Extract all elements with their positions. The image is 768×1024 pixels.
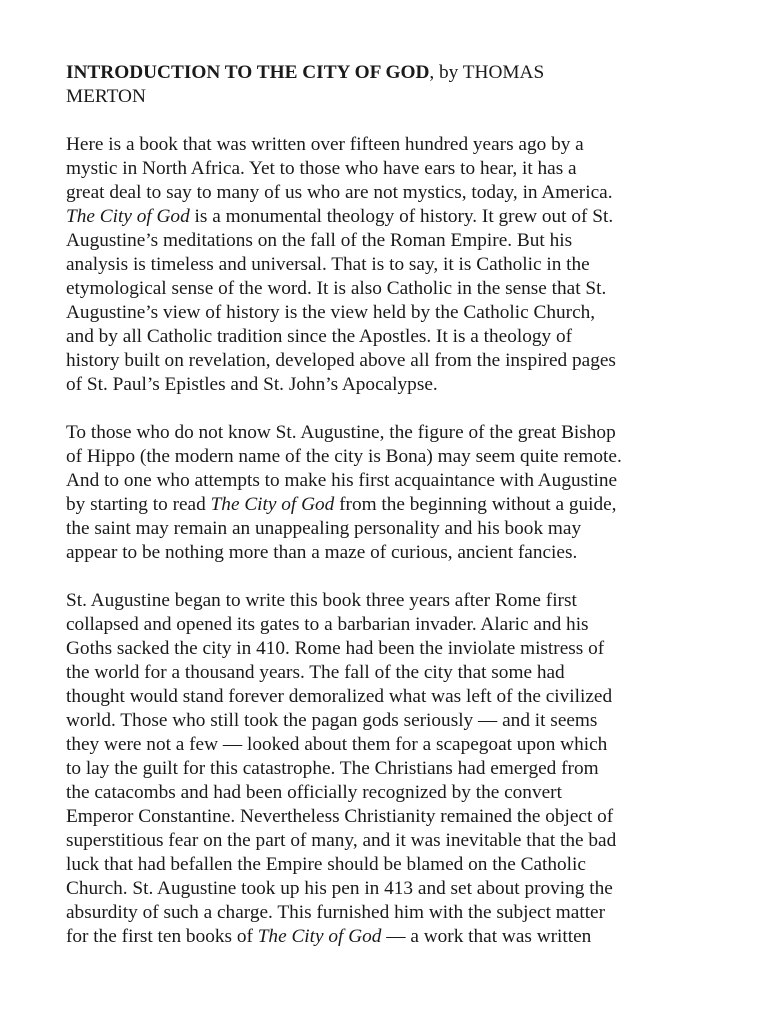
text-line: [66, 349, 746, 373]
text-run: Augustine’s view of history is the view held by the Catholic Church,: [66, 302, 596, 323]
text-run: is a monumental theology of history. It grew out of St.: [189, 206, 614, 227]
text-run: history built on revelation, developed above all from the inspired pages: [66, 350, 616, 371]
text-line: [66, 133, 746, 157]
text-line: [66, 157, 746, 181]
text-run: thought would stand forever demoralized what was left of the civilized: [66, 686, 613, 707]
text-run: great deal to say to many of us who are not mystics, today, in America.: [66, 182, 613, 203]
text-line: [66, 613, 746, 637]
text-run: superstitious fear on the part of many, and it was inevitable that the bad: [66, 830, 617, 851]
text-line: [66, 685, 746, 709]
text-run: Here is a book that was written over fifteen hundred years ago by a: [66, 134, 584, 155]
text-line: [66, 301, 746, 325]
text-run: the world for a thousand years. The fall of the city that some had: [66, 662, 565, 683]
text-run: Emperor Constantine. Nevertheless Christianity remained the object of: [66, 806, 614, 827]
title-byline: , by THOMAS: [429, 62, 545, 83]
italic-title-run: The City of God: [210, 494, 335, 515]
document-page: [66, 61, 746, 973]
text-line: [66, 325, 746, 349]
text-run: for the first ten books of: [66, 926, 258, 947]
text-run: luck that had befallen the Empire should be blamed on the Catholic: [66, 854, 586, 875]
text-run: to lay the guilt for this catastrophe. The Christians had emerged from: [66, 758, 599, 779]
text-line: [66, 517, 746, 541]
text-run: Church. St. Augustine took up his pen in 413 and set about proving the: [66, 878, 613, 899]
paragraph: [66, 421, 746, 565]
text-run: the catacombs and had been officially recognized by the convert: [66, 782, 562, 803]
text-run: etymological sense of the word. It is also Catholic in the sense that St.: [66, 278, 607, 299]
text-line: [66, 253, 746, 277]
text-line: [66, 925, 746, 949]
text-line: [66, 181, 746, 205]
text-run: To those who do not know St. Augustine, the figure of the great Bishop: [66, 422, 616, 443]
text-run: world. Those who still took the pagan gods seriously — and it seems: [66, 710, 598, 731]
document-title: [66, 61, 746, 109]
text-line: [66, 733, 746, 757]
text-line: [66, 445, 746, 469]
text-line: [66, 877, 746, 901]
text-run: they were not a few — looked about them for a scapegoat upon which: [66, 734, 608, 755]
text-run: collapsed and opened its gates to a barbarian invader. Alaric and his: [66, 614, 589, 635]
title-line-1: [66, 61, 746, 85]
text-run: absurdity of such a charge. This furnished him with the subject matter: [66, 902, 606, 923]
text-line: [66, 757, 746, 781]
text-run: and by all Catholic tradition since the Apostles. It is a theology of: [66, 326, 573, 347]
text-line: [66, 421, 746, 445]
text-line: [66, 229, 746, 253]
title-author: MERTON: [66, 86, 146, 107]
paragraph: [66, 133, 746, 397]
title-main: INTRODUCTION TO THE CITY OF GOD: [66, 62, 430, 83]
text-line: [66, 709, 746, 733]
text-line: [66, 805, 746, 829]
text-line: [66, 661, 746, 685]
text-run: from the beginning without a guide,: [334, 494, 617, 515]
text-line: [66, 373, 746, 397]
text-run: the saint may remain an unappealing personality and his book may: [66, 518, 582, 539]
text-line: [66, 541, 746, 565]
paragraph: [66, 589, 746, 949]
text-run: And to one who attempts to make his first acquaintance with Augustine: [66, 470, 618, 491]
document-body: [66, 133, 746, 949]
text-run: appear to be nothing more than a maze of curious, ancient fancies.: [66, 542, 578, 563]
text-line: [66, 781, 746, 805]
text-line: [66, 205, 746, 229]
text-line: [66, 277, 746, 301]
text-line: [66, 589, 746, 613]
text-run: Goths sacked the city in 410. Rome had been the inviolate mistress of: [66, 638, 605, 659]
text-run: — a work that was written: [381, 926, 592, 947]
italic-title-run: The City of God: [66, 206, 190, 227]
text-run: of Hippo (the modern name of the city is Bona) may seem quite remote.: [66, 446, 622, 467]
text-run: by starting to read: [66, 494, 211, 515]
text-line: [66, 829, 746, 853]
text-run: analysis is timeless and universal. That is to say, it is Catholic in the: [66, 254, 590, 275]
text-line: [66, 493, 746, 517]
text-run: mystic in North Africa. Yet to those who have ears to hear, it has a: [66, 158, 577, 179]
italic-title-run: The City of God: [257, 926, 382, 947]
text-line: [66, 469, 746, 493]
text-run: Augustine’s meditations on the fall of the Roman Empire. But his: [66, 230, 573, 251]
text-line: [66, 901, 746, 925]
text-run: of St. Paul’s Epistles and St. John’s Apocalypse.: [66, 374, 438, 395]
text-line: [66, 637, 746, 661]
text-run: St. Augustine began to write this book three years after Rome first: [66, 590, 577, 611]
text-line: [66, 853, 746, 877]
